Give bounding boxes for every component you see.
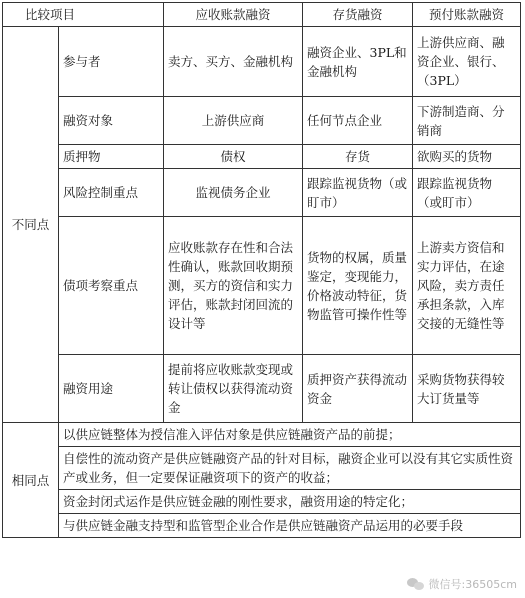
table-row <box>3 97 521 145</box>
comparison-table <box>2 2 521 538</box>
table-row <box>3 447 521 490</box>
table-row <box>3 490 521 514</box>
cell-inventory: 任何节点企业 <box>303 97 413 145</box>
cell-receivables: 提前将应收账款变现或转让债权以获得流动资金 <box>164 355 303 423</box>
table-row <box>3 169 521 217</box>
similarity-item: 与供应链金融支持型和监管型企业合作是供应链融资产品运用的必要手段 <box>59 514 521 538</box>
table-row <box>3 217 521 355</box>
cell-prepayment: 下游制造商、分销商 <box>413 97 521 145</box>
similarities-label: 相同点 <box>3 423 59 538</box>
cell-receivables: 债权 <box>164 145 303 169</box>
cell-prepayment: 上游供应商、融资企业、银行、（3PL） <box>413 27 521 97</box>
similarity-item: 以供应链整体为授信准入评估对象是供应链融资产品的前提； <box>59 423 521 447</box>
row-item: 债项考察重点 <box>59 217 164 355</box>
wechat-icon <box>407 577 425 591</box>
cell-inventory: 存货 <box>303 145 413 169</box>
differences-label: 不同点 <box>3 27 59 423</box>
header-inventory: 存货融资 <box>303 3 413 27</box>
header-compare-item: 比较项目 <box>3 3 164 27</box>
cell-prepayment: 跟踪监视货物（或盯市） <box>413 169 521 217</box>
header-row <box>3 3 521 27</box>
cell-prepayment: 上游卖方资信和实力评估，在途风险，卖方责任承担条款，入库交接的无缝性等 <box>413 217 521 355</box>
cell-inventory: 融资企业、3PL和金融机构 <box>303 27 413 97</box>
cell-receivables: 卖方、买方、金融机构 <box>164 27 303 97</box>
cell-inventory: 跟踪监视货物（或盯市） <box>303 169 413 217</box>
similarity-item: 资金封闭式运作是供应链金融的刚性要求，融资用途的特定化； <box>59 490 521 514</box>
similarity-item: 自偿性的流动资产是供应链融资产品的针对目标，融资企业可以没有其它实质性资产或业务，但一定要保证融资项下的资产的收益； <box>59 447 521 490</box>
cell-inventory: 货物的权属，质量鉴定，变现能力，价格波动特征，货物监管可操作性等 <box>303 217 413 355</box>
row-item: 质押物 <box>59 145 164 169</box>
watermark-text: 微信号:36505cm <box>428 578 517 591</box>
table-row <box>3 514 521 538</box>
header-prepayment: 预付账款融资 <box>413 3 521 27</box>
table-row <box>3 145 521 169</box>
table-row <box>3 27 521 97</box>
cell-prepayment: 采购货物获得较大订货量等 <box>413 355 521 423</box>
cell-receivables: 上游供应商 <box>164 97 303 145</box>
cell-receivables: 监视债务企业 <box>164 169 303 217</box>
header-receivables: 应收账款融资 <box>164 3 303 27</box>
cell-prepayment: 欲购买的货物 <box>413 145 521 169</box>
row-item: 融资对象 <box>59 97 164 145</box>
table-row <box>3 355 521 423</box>
row-item: 参与者 <box>59 27 164 97</box>
table-row <box>3 423 521 447</box>
cell-receivables: 应收账款存在性和合法性确认，账款回收期预测，买方的资信和实力评估，账款封闭回流的设计等 <box>164 217 303 355</box>
row-item: 风险控制重点 <box>59 169 164 217</box>
watermark <box>407 576 517 592</box>
row-item: 融资用途 <box>59 355 164 423</box>
cell-inventory: 质押资产获得流动资金 <box>303 355 413 423</box>
